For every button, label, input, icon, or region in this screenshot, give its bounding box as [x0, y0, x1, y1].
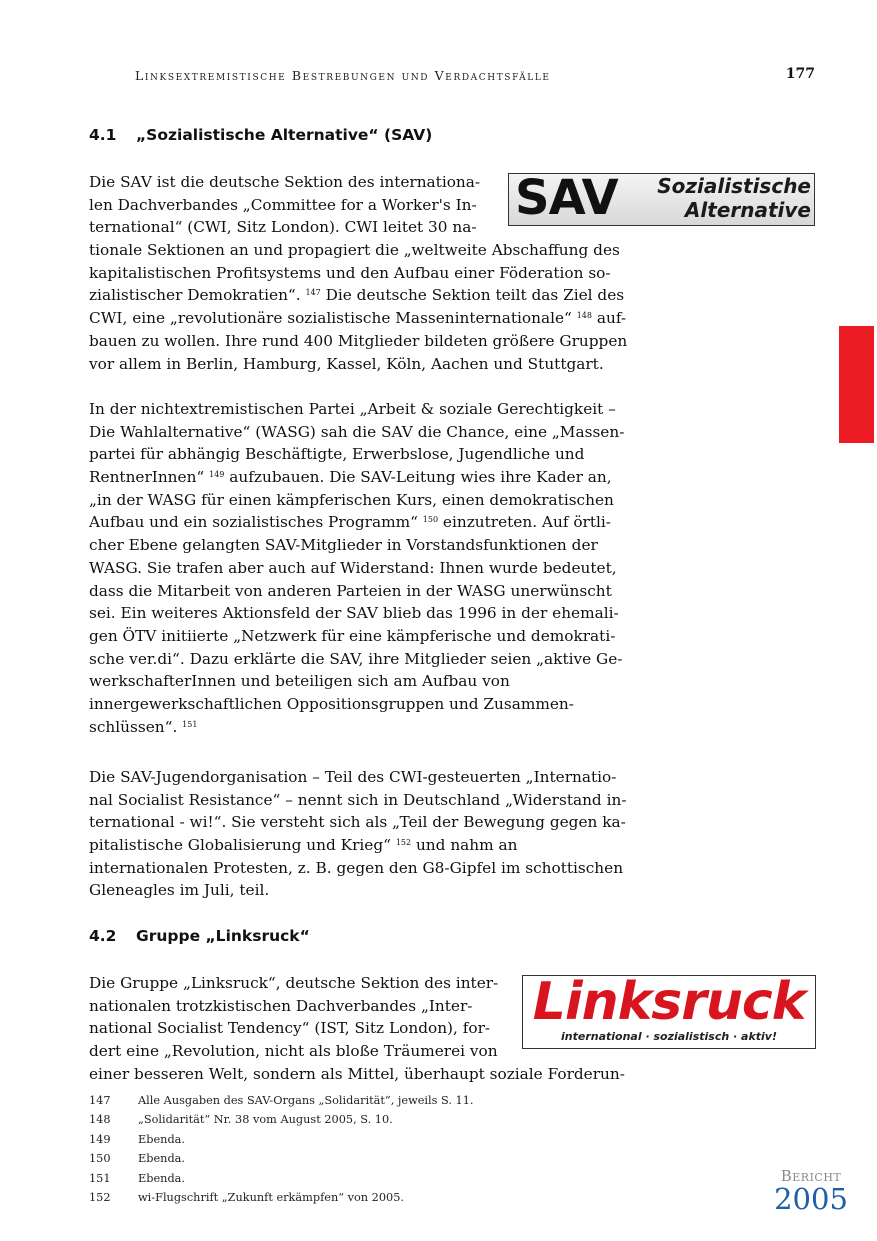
text-run: tionale Sektionen an und propagiert die „weltweite Abschaffung des	[89, 241, 620, 260]
text-run: RentnerInnen“	[89, 468, 210, 487]
sav-logo-line1: Sozialistische	[657, 174, 811, 198]
text-run: dass die Mitarbeit von anderen Parteien in der WASG unerwünscht	[89, 581, 612, 600]
page-header	[135, 68, 815, 90]
linksruck-logo-name: Linksruck	[532, 975, 806, 1032]
text-run: innergewerkschaftlichen Oppositionsgruppen und Zusammen-	[89, 694, 574, 713]
footnote-ref: 147	[305, 288, 321, 298]
footnote-ref: 148	[576, 311, 592, 321]
text-run: internationalen Protesten, z. B. gegen den G8-Gipfel im schottischen	[89, 858, 624, 877]
text-line	[89, 648, 649, 671]
footnote-ref: 149	[209, 470, 225, 480]
text-line	[89, 766, 649, 789]
text-line	[89, 1040, 649, 1063]
sav-logo-short: SAV	[515, 173, 618, 226]
footnote-text: wi-Flugschrift „Zukunft erkämpfen“ von 2005.	[138, 1190, 404, 1204]
text-run: pitalistische Globalisierung und Krieg“	[89, 836, 396, 855]
footnote-text: „Solidarität“ Nr. 38 vom August 2005, S. 10.	[138, 1113, 393, 1127]
text-line	[89, 1063, 649, 1086]
text-run: einzutreten. Auf örtli-	[438, 513, 611, 532]
footnotes	[89, 1094, 474, 1210]
text-run: len Dachverbandes „Committee for a Worker's In-	[89, 195, 477, 214]
text-run: Gleneagles im Juli, teil.	[89, 881, 270, 900]
text-run: ternational“ (CWI, Sitz London). CWI leitet 30 na-	[89, 218, 477, 237]
page-number: 177	[785, 66, 815, 82]
text-line	[89, 625, 649, 648]
text-line	[89, 262, 649, 285]
text-run: schlüssen“.	[89, 717, 183, 736]
footnote-text: Ebenda.	[138, 1171, 185, 1185]
footnote-text: Ebenda.	[138, 1132, 185, 1146]
text-line	[89, 284, 649, 307]
text-run: Die Gruppe „Linksruck“, deutsche Sektion des inter-	[89, 974, 499, 992]
sav-logo-line2: Alternative	[684, 198, 811, 222]
text-run: In der nichtextremistischen Partei „Arbeit & soziale Gerechtigkeit –	[89, 400, 616, 418]
text-run: dert eine „Revolution, nicht als bloße Träumerei von	[89, 1042, 498, 1061]
text-line	[89, 534, 649, 557]
footnote-text: Ebenda.	[138, 1152, 185, 1166]
footnote-number: 149	[89, 1132, 111, 1146]
footnote-ref: 151	[182, 719, 198, 729]
text-run: einer besseren Welt, sondern als Mittel, überhaupt soziale Forderun-	[89, 1064, 625, 1083]
linksruck-logo-tagline: international · sozialistisch · aktiv!	[561, 1030, 777, 1043]
text-run: Aufbau und ein sozialistisches Programm“	[89, 513, 423, 532]
footnote-number: 152	[89, 1190, 111, 1204]
text-line	[89, 466, 649, 489]
footnote	[89, 1133, 474, 1152]
footnote	[89, 1191, 474, 1210]
section-title: Gruppe „Linksruck“	[136, 927, 310, 945]
paragraph-sav-intro	[89, 171, 649, 375]
text-run: zialistischer Demokratien“.	[89, 286, 306, 305]
text-run: und nahm an	[411, 836, 518, 855]
text-run: nationalen trotzkistischen Dachverbandes „Inter-	[89, 996, 473, 1015]
text-line	[89, 307, 649, 330]
text-line	[89, 353, 649, 376]
footnote-number: 151	[89, 1171, 111, 1185]
text-line	[89, 443, 649, 466]
text-line	[89, 716, 649, 739]
text-line	[89, 194, 649, 217]
text-line	[89, 879, 649, 902]
text-run: aufzubauen. Die SAV-Leitung wies ihre Kader an,	[224, 468, 612, 487]
paragraph-sav-youth	[89, 766, 649, 902]
text-run: Die Wahlalternative“ (WASG) sah die SAV die Chance, eine „Massen-	[89, 422, 625, 441]
footnote-number: 148	[89, 1113, 111, 1127]
text-run: Die deutsche Sektion teilt das Ziel des	[320, 286, 625, 305]
section-heading-4-1	[89, 126, 432, 144]
report-word: Bericht	[780, 1167, 842, 1185]
text-line	[89, 330, 649, 353]
text-run: sche ver.di“. Dazu erklärte die SAV, ihre Mitglieder seien „aktive Ge-	[89, 649, 623, 668]
footnote	[89, 1094, 474, 1113]
text-line	[89, 557, 649, 580]
footnote	[89, 1152, 474, 1171]
text-run: auf-	[591, 309, 627, 328]
report-badge	[770, 1168, 852, 1214]
footnote-number: 147	[89, 1094, 111, 1107]
text-line	[89, 602, 649, 625]
text-line	[89, 789, 649, 812]
text-run: Die SAV ist die deutsche Sektion des internationa-	[89, 173, 481, 191]
text-line	[89, 693, 649, 716]
text-run: nal Socialist Resistance“ – nennt sich in Deutschland „Widerstand in-	[89, 790, 627, 809]
text-run: sei. Ein weiteres Aktionsfeld der SAV blieb das 1996 in der ehemali-	[89, 604, 619, 623]
text-run: ternational - wi!“. Sie versteht sich als „Teil der Bewegung gegen ka-	[89, 813, 626, 832]
text-line	[89, 811, 649, 834]
text-line	[89, 216, 649, 239]
paragraph-sav-wasg	[89, 398, 649, 738]
footnote-number: 150	[89, 1152, 111, 1166]
footnote	[89, 1172, 474, 1191]
text-line	[89, 857, 649, 880]
text-line	[89, 421, 649, 444]
section-heading-4-2	[89, 927, 310, 945]
footnote-ref: 152	[395, 838, 412, 848]
text-line	[89, 972, 649, 995]
section-title: „Sozialistische Alternative“ (SAV)	[136, 126, 433, 144]
text-run: kapitalistischen Profitsystems und den Aufbau einer Föderation so-	[89, 263, 611, 282]
text-run: vor allem in Berlin, Hamburg, Kassel, Köln, Aachen und Stuttgart.	[89, 354, 604, 373]
running-title: Linksextremistische Bestrebungen und Verdachtsfälle	[135, 68, 551, 83]
text-line	[89, 670, 649, 693]
text-line	[89, 834, 649, 857]
text-line	[89, 489, 649, 512]
section-number: 4.2	[89, 927, 117, 945]
text-line	[89, 239, 649, 262]
footnote-ref: 150	[422, 515, 439, 525]
text-run: Die SAV-Jugendorganisation – Teil des CWI-gesteuerten „Internatio-	[89, 768, 617, 786]
text-line	[89, 511, 649, 534]
text-line	[89, 580, 649, 603]
text-run: werkschafterInnen und beteiligen sich am Aufbau von	[89, 672, 510, 691]
section-number: 4.1	[89, 126, 117, 144]
text-run: „in der WASG für einen kämpferischen Kurs, einen demokratischen	[89, 490, 614, 509]
footnote-text: Alle Ausgaben des SAV-Organs „Solidarität“, jeweils S. 11.	[138, 1094, 474, 1107]
text-run: CWI, eine „revolutionäre sozialistische Masseninternationale“	[89, 309, 577, 328]
text-run: bauen zu wollen. Ihre rund 400 Mitglieder bildeten größere Gruppen	[89, 331, 628, 350]
footnote	[89, 1113, 474, 1132]
text-line	[89, 995, 649, 1018]
paragraph-linksruck-intro	[89, 972, 649, 1085]
text-run: cher Ebene gelangten SAV-Mitglieder in Vorstandsfunktionen der	[89, 536, 598, 555]
text-line	[89, 398, 649, 421]
report-year: 2005	[774, 1182, 848, 1216]
text-run: WASG. Sie trafen aber auch auf Widerstand: Ihnen wurde bedeutet,	[89, 558, 617, 577]
text-run: gen ÖTV initiierte „Netzwerk für eine kämpferische und demokrati-	[89, 626, 616, 645]
text-line	[89, 171, 649, 194]
text-line	[89, 1017, 649, 1040]
text-run: partei für abhängig Beschäftigte, Erwerbslose, Jugendliche und	[89, 445, 585, 464]
text-run: national Socialist Tendency“ (IST, Sitz London), for-	[89, 1019, 491, 1038]
chapter-tab-marker	[839, 326, 874, 443]
